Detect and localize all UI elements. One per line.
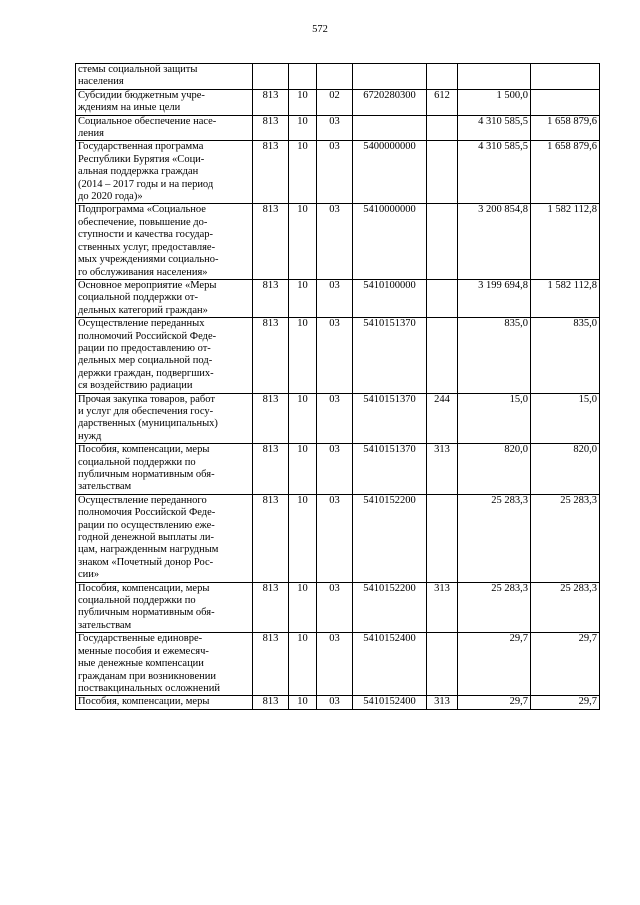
section-code-cell: 10 <box>289 318 317 393</box>
table-row <box>76 696 600 709</box>
expense-type-cell <box>427 279 458 317</box>
ministry-code-cell: 813 <box>253 89 289 115</box>
expense-type-cell <box>427 141 458 204</box>
subsection-code-cell: 03 <box>317 494 353 582</box>
expense-type-cell: 244 <box>427 393 458 444</box>
ministry-code-cell: 813 <box>253 204 289 279</box>
amount-second-cell: 1 658 879,6 <box>531 115 600 141</box>
subsection-code-cell: 03 <box>317 696 353 709</box>
expense-type-cell: 313 <box>427 444 458 495</box>
item-name-cell: Основное мероприятие «Меры социальной поддержки от- дельных категорий граждан» <box>76 279 253 317</box>
ministry-code-cell: 813 <box>253 279 289 317</box>
amount-second-cell: 29,7 <box>531 633 600 696</box>
table-row <box>76 494 600 582</box>
section-code-cell: 10 <box>289 204 317 279</box>
section-code-cell: 10 <box>289 279 317 317</box>
amount-second-cell: 15,0 <box>531 393 600 444</box>
amount-first-cell: 29,7 <box>458 696 531 709</box>
target-article-cell: 5410152400 <box>353 696 427 709</box>
expense-type-cell <box>427 633 458 696</box>
table-row <box>76 64 600 90</box>
amount-first-cell: 25 283,3 <box>458 494 531 582</box>
amount-first-cell: 3 199 694,8 <box>458 279 531 317</box>
item-name-cell: Пособия, компенсации, меры <box>76 696 253 709</box>
target-article-cell: 5410151370 <box>353 444 427 495</box>
table-row <box>76 318 600 393</box>
amount-first-cell: 3 200 854,8 <box>458 204 531 279</box>
expense-type-cell: 313 <box>427 696 458 709</box>
amount-second-cell: 25 283,3 <box>531 582 600 633</box>
amount-second-cell: 835,0 <box>531 318 600 393</box>
target-article-cell: 5410000000 <box>353 204 427 279</box>
table-row <box>76 89 600 115</box>
ministry-code-cell: 813 <box>253 318 289 393</box>
item-name-cell: Субсидии бюджетным учре- ждениям на иные цели <box>76 89 253 115</box>
section-code-cell: 10 <box>289 633 317 696</box>
item-name-cell: Прочая закупка товаров, работ и услуг для обеспечения госу- дарственных (муниципальных) нужд <box>76 393 253 444</box>
amount-first-cell: 25 283,3 <box>458 582 531 633</box>
subsection-code-cell: 02 <box>317 89 353 115</box>
ministry-code-cell <box>253 64 289 90</box>
item-name-cell: Государственная программа Республики Бурятия «Соци- альная поддержка граждан (2014 – 2017 годы и на период до 2020 года)» <box>76 141 253 204</box>
expense-type-cell: 313 <box>427 582 458 633</box>
target-article-cell: 5410151370 <box>353 318 427 393</box>
target-article-cell: 5410152200 <box>353 582 427 633</box>
ministry-code-cell: 813 <box>253 494 289 582</box>
expense-type-cell <box>427 318 458 393</box>
section-code-cell: 10 <box>289 494 317 582</box>
subsection-code-cell: 03 <box>317 393 353 444</box>
amount-second-cell: 820,0 <box>531 444 600 495</box>
table-row <box>76 582 600 633</box>
item-name-cell: Социальное обеспечение насе- ления <box>76 115 253 141</box>
section-code-cell: 10 <box>289 115 317 141</box>
budget-table <box>75 63 600 710</box>
amount-second-cell: 25 283,3 <box>531 494 600 582</box>
amount-second-cell: 1 582 112,8 <box>531 279 600 317</box>
amount-second-cell <box>531 64 600 90</box>
table-row <box>76 141 600 204</box>
table-row <box>76 204 600 279</box>
ministry-code-cell: 813 <box>253 633 289 696</box>
section-code-cell: 10 <box>289 582 317 633</box>
subsection-code-cell <box>317 64 353 90</box>
item-name-cell: Осуществление переданного полномочия Российской Феде- рации по осуществлению еже- годной денежной выплаты ли- цам, награжденным нагрудным знаком «Почетный донор Рос- сии» <box>76 494 253 582</box>
ministry-code-cell: 813 <box>253 444 289 495</box>
expense-type-cell <box>427 64 458 90</box>
subsection-code-cell: 03 <box>317 141 353 204</box>
section-code-cell: 10 <box>289 141 317 204</box>
target-article-cell: 5410151370 <box>353 393 427 444</box>
subsection-code-cell: 03 <box>317 318 353 393</box>
amount-first-cell: 15,0 <box>458 393 531 444</box>
ministry-code-cell: 813 <box>253 582 289 633</box>
amount-first-cell: 835,0 <box>458 318 531 393</box>
subsection-code-cell: 03 <box>317 115 353 141</box>
table-row <box>76 393 600 444</box>
target-article-cell: 5400000000 <box>353 141 427 204</box>
expense-type-cell <box>427 494 458 582</box>
ministry-code-cell: 813 <box>253 696 289 709</box>
target-article-cell <box>353 115 427 141</box>
section-code-cell <box>289 64 317 90</box>
table-row <box>76 633 600 696</box>
amount-second-cell: 1 582 112,8 <box>531 204 600 279</box>
item-name-cell: Государственные единовре- менные пособия и ежемесяч- ные денежные компенсации гражданам при возникновении поствакцинальных осложнений <box>76 633 253 696</box>
target-article-cell: 6720280300 <box>353 89 427 115</box>
section-code-cell: 10 <box>289 89 317 115</box>
item-name-cell: Осуществление переданных полномочий Российской Феде- рации по предоставлению от- дельных мер социальной под- держки граждан, подвергших- ся воздействию радиации <box>76 318 253 393</box>
subsection-code-cell: 03 <box>317 444 353 495</box>
amount-second-cell <box>531 89 600 115</box>
subsection-code-cell: 03 <box>317 633 353 696</box>
target-article-cell: 5410152200 <box>353 494 427 582</box>
table-row <box>76 115 600 141</box>
budget-table-body <box>76 64 600 710</box>
amount-first-cell: 29,7 <box>458 633 531 696</box>
expense-type-cell <box>427 115 458 141</box>
table-row <box>76 279 600 317</box>
amount-first-cell: 820,0 <box>458 444 531 495</box>
section-code-cell: 10 <box>289 444 317 495</box>
amount-second-cell: 29,7 <box>531 696 600 709</box>
item-name-cell: Пособия, компенсации, меры социальной поддержки по публичным нормативным обя- зательствам <box>76 444 253 495</box>
amount-first-cell: 4 310 585,5 <box>458 115 531 141</box>
target-article-cell <box>353 64 427 90</box>
amount-first-cell: 1 500,0 <box>458 89 531 115</box>
subsection-code-cell: 03 <box>317 279 353 317</box>
item-name-cell: Пособия, компенсации, меры социальной поддержки по публичным нормативным обя- зательствам <box>76 582 253 633</box>
amount-second-cell: 1 658 879,6 <box>531 141 600 204</box>
expense-type-cell: 612 <box>427 89 458 115</box>
amount-first-cell: 4 310 585,5 <box>458 141 531 204</box>
section-code-cell: 10 <box>289 696 317 709</box>
page-number: 572 <box>312 24 328 35</box>
ministry-code-cell: 813 <box>253 115 289 141</box>
amount-first-cell <box>458 64 531 90</box>
ministry-code-cell: 813 <box>253 141 289 204</box>
item-name-cell: стемы социальной защиты населения <box>76 64 253 90</box>
target-article-cell: 5410100000 <box>353 279 427 317</box>
section-code-cell: 10 <box>289 393 317 444</box>
subsection-code-cell: 03 <box>317 204 353 279</box>
subsection-code-cell: 03 <box>317 582 353 633</box>
item-name-cell: Подпрограмма «Социальное обеспечение, повышение до- ступности и качества государ- ственных услуг, предоставляе- мых учреждениями социально- го обслуживания населения» <box>76 204 253 279</box>
target-article-cell: 5410152400 <box>353 633 427 696</box>
expense-type-cell <box>427 204 458 279</box>
table-row <box>76 444 600 495</box>
ministry-code-cell: 813 <box>253 393 289 444</box>
